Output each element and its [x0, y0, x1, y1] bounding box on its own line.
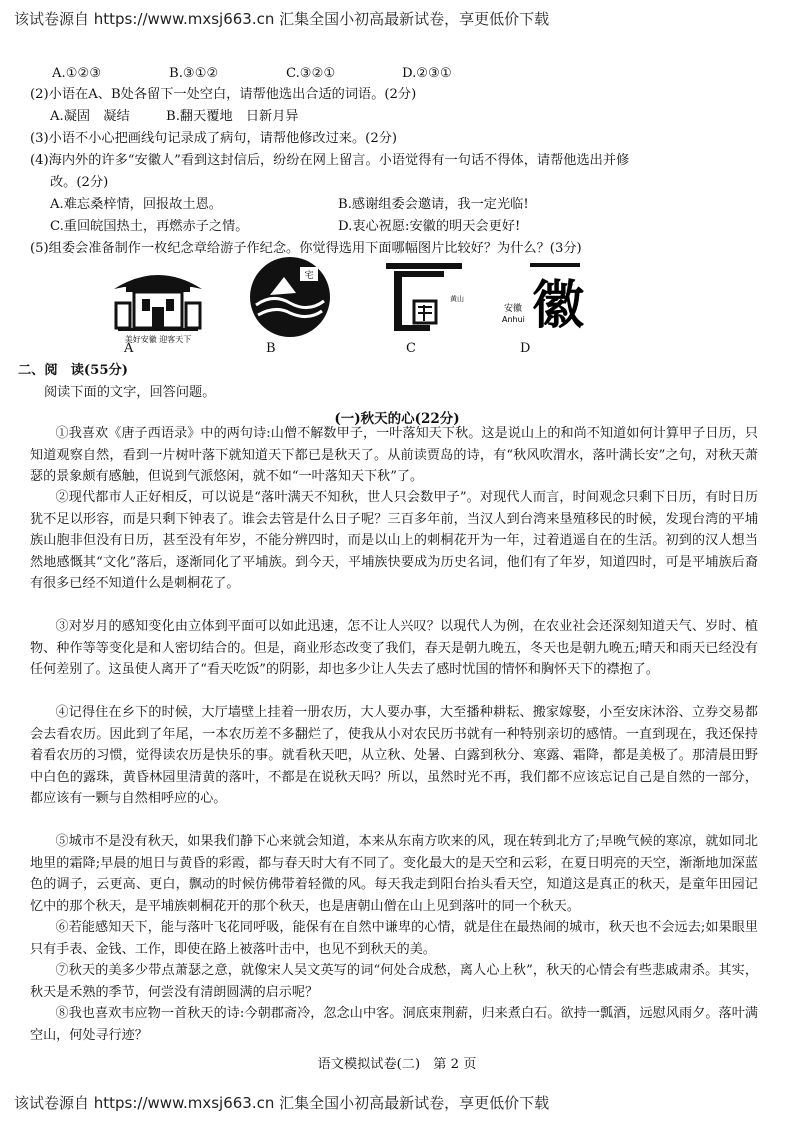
section-intro: 阅读下面的文字，回答问题。 — [44, 385, 216, 400]
picture-d-glyph: 徽 — [531, 275, 585, 336]
paragraph-7: ⑦秋天的美多少带点萧瑟之意，就像宋人吴文英写的词“何处合成愁，离人心上秋”，秋天的心情会有些悲戚肃杀。其实，秋天是禾熟的季节，何尝没有清朗圆满的启示呢？ — [30, 963, 758, 1000]
picture-label-a: A — [124, 341, 134, 356]
picture-d-calligraphy — [500, 259, 596, 339]
picture-a-caption: 美好安徽 迎客天下 — [124, 335, 192, 344]
q2-option-a: A.凝固 凝结 — [50, 109, 130, 124]
source-banner-top: 该试卷源自 https://www.mxsj663.cn 汇集全国小初高最新试卷，享更低价下载 — [14, 10, 550, 28]
q4-option-c: C.重回皖国热土，再燃赤子之情。 — [50, 219, 249, 234]
emblem-pictures — [100, 255, 660, 355]
picture-b-caption: 宅 — [304, 271, 314, 281]
q2-prompt: (2)小语在A、B处各留下一处空白，请帮他选出合适的词语。(2分) — [30, 87, 417, 102]
q4-prompt-2: 改。(2分) — [50, 175, 109, 190]
source-banner-bottom: 该试卷源自 https://www.mxsj663.cn 汇集全国小初高最新试卷，享更低价下载 — [14, 1094, 550, 1112]
paragraph-3: ③对岁月的感知变化由立体到平面可以如此迅速，怎不让人兴叹？以現代人为例，在农业社会还深刻知道天气、岁时、植物、种作等等变化是和人密切结合的。但是，商业形态改变了我们，春天是朝九晚五，冬天也是朝九晚五;晴天和雨天已经没有任何差别了。这虽使人离开了“看天吃饭”的阴影，却也多少让人失去了感时忧国的情怀和胸怀天下的襟抱了。 — [30, 619, 758, 678]
q5-prompt: (5)组委会准备制作一枚纪念章给游子作纪念。你觉得选用下面哪幅图片比较好？为什么？(3分) — [30, 241, 582, 256]
paragraph-4: ④记得住在乡下的时候，大厅墙壁上挂着一册农历，大人要办事，大至播种耕耘、搬家嫁娶，小至安床沐浴、立券交易都会去看农历。因此到了年尾，一本农历差不多翻烂了，使我从小对农民历书就有一种特别亲切的感情。一直到现在，我还保持着看农历的习惯，觉得读农历是快乐的事。就看秋天吧，从立秋、处暑、白露到秋分、寒露、霜降，都是美极了。那清晨田野中白色的露珠，黄昏林园里清黄的落叶，不都是在说秋天吗？所以，虽然时光不再，我们都不应该忘记自己是自然的一部分，都应该有一颗与自然相呼应的心。 — [30, 705, 758, 807]
section-heading: 二、阅 读(55分) — [18, 363, 128, 378]
paragraph-1: ①我喜欢《唐子西语录》中的两句诗:山僧不解数甲子，一叶落知天下秋。这是说山上的和尚不知道如何计算甲子日历，只知道观察自然，看到一片树叶落下就知道天下都已是秋天了。从前读贾岛的诗，有“秋风吹渭水，落叶满长安”之句，对秋天萧瑟的景象颇有感触，但说到气派悠闲，就不如“一叶落知天下秋”了。 — [30, 426, 758, 485]
picture-c-caption: 黄山 — [450, 295, 464, 303]
page-footer: 语文模拟试卷(二) 第 2 页 — [317, 1057, 477, 1072]
paragraph-8: ⑧我也喜欢韦应物一首秋天的诗:今朝郡斋冷，忽念山中客。洞底束荆薪，归来煮白石。欲持一瓢酒，远慰风雨夕。落叶满空山，何处寻行迹？ — [30, 1006, 758, 1043]
q1-option-c: C.③②① — [286, 66, 336, 81]
passage-title: (一)秋天的心(22分) — [334, 411, 460, 427]
paragraph-6: ⑥若能感知天下，能与落叶飞花同呼吸，能保有在自然中谦卑的心情，就是住在最热闹的城市，秋天也不会远去;如果眼里只有手表、金钱、工作，即使在路上被落叶击中，也见不到秋天的美。 — [30, 920, 758, 957]
q1-option-b: B.③①② — [169, 66, 219, 81]
q4-option-b: B.感谢组委会邀请，我一定光临! — [338, 197, 529, 212]
q1-option-a: A.①②③ — [52, 66, 102, 81]
q2-option-b: B.翻天覆地 日新月异 — [166, 109, 299, 124]
q4-option-a: A.难忘桑梓情，回报故土恩。 — [50, 197, 222, 212]
paragraph-2: ②现代都市人正好相反，可以说是“落叶满天不知秋，世人只会数甲子”。对现代人而言，时间观念只剩下日历，有时日历犹不足以形容，而是只剩下钟表了。谁会去管是什么日子呢？三百多年前，当汉人到台湾来垦殖移民的时候，发现台湾的平埔族山胞非但没有日历，甚至没有年岁，不能分辨四时，而是以山上的刺桐花开为一年，过着逍遥自在的生活。初到的汉人想当然地感慨其“文化”落后，逐渐同化了平埔族。到今天，平埔族快要成为历史名词，他们有了年岁，知道四时，可是平埔族后裔有很多已经不知道什么是刺桐花了。 — [30, 490, 758, 592]
picture-d-caption-1: 安徽 — [504, 304, 523, 314]
picture-label-b: B — [266, 341, 276, 356]
picture-label-c: C — [406, 341, 416, 356]
q4-prompt-1: (4)海内外的许多“安徽人”看到这封信后，纷纷在网上留言。小语觉得有一句话不得体，请帮他选出并修 — [30, 153, 630, 168]
picture-b-seal — [248, 255, 332, 339]
q1-option-d: D.②③① — [402, 66, 452, 81]
paragraph-5: ⑤城市不是没有秋天，如果我们静下心来就会知道，本来从东南方吹来的风，现在转到北方了;早晚气候的寒凉，就如同北地里的霜降;早晨的旭日与黄昏的彩霞，都与春天时大有不同了。变化最大的是天空和云彩，在夏日明亮的天空，渐渐地加深蓝色的调子，云更高、更白，飘动的时候仿佛带着轻微的风。每天我走到阳台抬头看天空，知道这是真正的秋天，是童年田园记忆中的那个秋天，是平埔族刺桐花开的那个秋天，也是唐朝山僧在山上见到落叶的同一个秋天。 — [30, 834, 758, 914]
picture-label-d: D — [520, 341, 531, 356]
picture-d-caption-2: Anhui — [502, 315, 525, 324]
picture-a-building — [112, 263, 204, 345]
q3-prompt: (3)小语不小心把画线句记录成了病句，请帮他修改过来。(2分) — [30, 131, 398, 146]
q4-option-d: D.衷心祝愿:安徽的明天会更好! — [338, 219, 521, 234]
picture-c-roof — [384, 261, 464, 337]
